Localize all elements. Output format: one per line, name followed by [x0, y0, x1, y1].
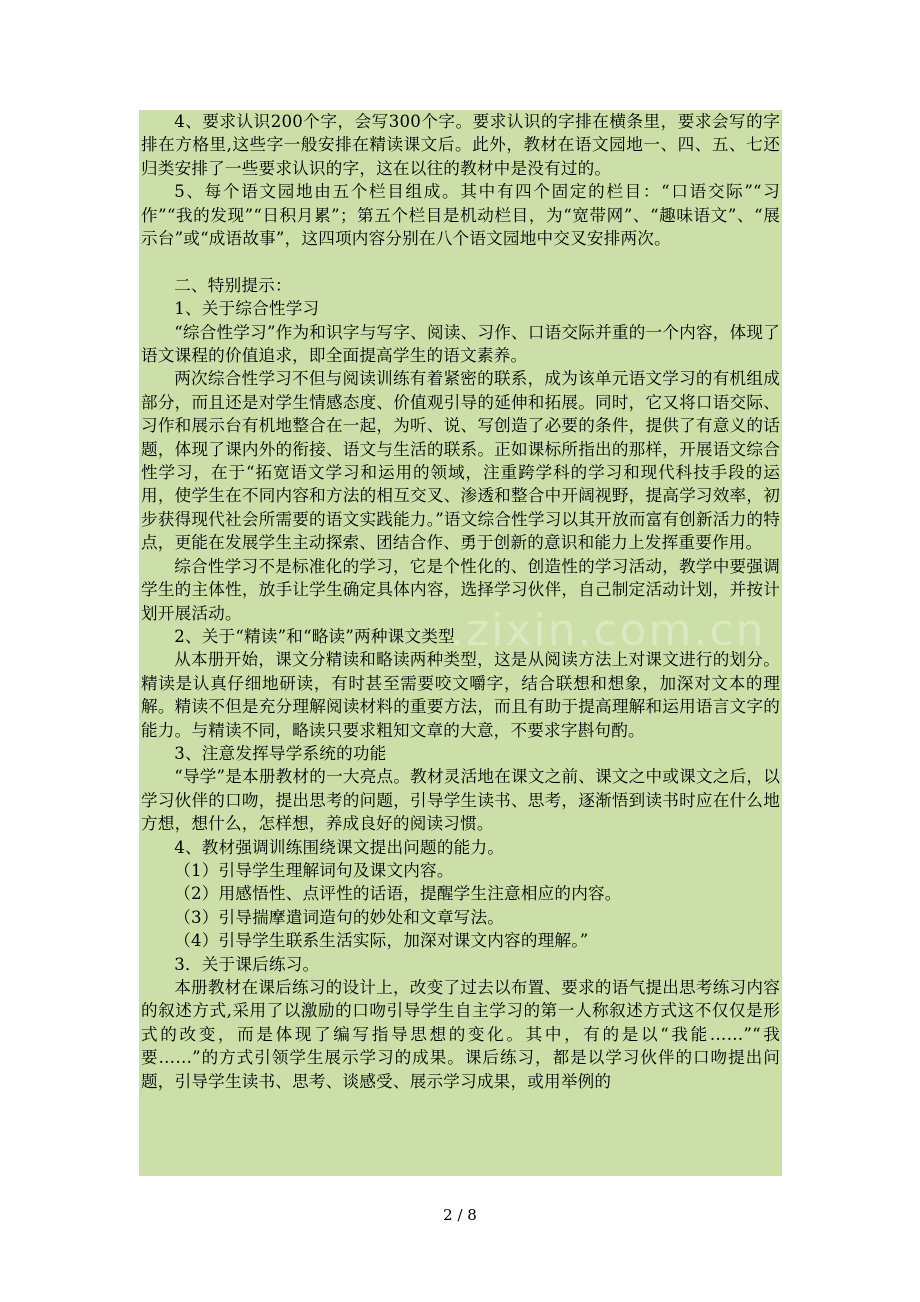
subheading-comprehensive-learning: 1、关于综合性学习	[174, 299, 320, 319]
subheading-question-training: 4、教材强调训练围绕课文提出问题的能力。	[174, 837, 505, 857]
list-item-3: （3）引导揣摩遣词造句的妙处和文章写法。	[174, 907, 505, 927]
list-item-2: （2）用感悟性、点评性的话语，提醒学生注意相应的内容。	[174, 884, 622, 904]
section-heading-special-tips: 二、特别提示：	[174, 275, 292, 295]
page-number: 2 / 8	[443, 1206, 477, 1224]
paragraph-comprehensive-learning-personal: 综合性学习不是标准化的学习，它是个性化的、创造性的学习活动，教学中要强调学生的主体性，放手让学生确定具体内容，选择学习伙伴，自己制定活动计划，并按计划开展活动。	[141, 556, 780, 623]
list-item-4: （4）引导学生联系生活实际，加深对课文内容的理解。”	[174, 931, 589, 951]
paragraph-after-class-exercises: 本册教材在课后练习的设计上，改变了过去以布置、要求的语气提出思考练习内容的叙述方式,采用了以激励的口吻引导学生自主学习的第一人称叙述方式这不仅仅是形式的改变，而是体现了编写指导思想的变化。其中，有的是以“我能……”“我要……”的方式引领学生展示学习的成果。课后练习，都是以学习伙伴的口吻提出问题，引导学生读书、思考、谈感受、展示学习成果，或用举例的	[141, 978, 780, 1091]
paragraph-comprehensive-learning-intro: “综合性学习”作为和识字与写字、阅读、习作、口语交际并重的一个内容，体现了语文课程的价值追求，即全面提高学生的语文素养。	[141, 322, 780, 366]
subheading-intensive-skim-reading: 2、关于“精读”和“略读”两种课文类型	[174, 626, 455, 646]
list-item-1: （1）引导学生理解词句及课文内容。	[174, 860, 454, 880]
paragraph-language-garden: 5、每个语文园地由五个栏目组成。其中有四个固定的栏目：“口语交际”“习作”“我的发现”“日积月累”；第五个栏目是机动栏目，为“宽带网”、“趣味语文”、“展示台”或“成语故事”，这四项内容分别在八个语文园地中交叉安排两次。	[141, 182, 780, 249]
paragraph-literacy-requirements: 4、要求认识200个字，会写300个字。要求认识的字排在横条里，要求会写的字排在方格里,这些字一般安排在精读课文后。此外，教材在语文园地一、四、五、七还归类安排了一些要求认识的字，这在以往的教材中是没有过的。	[141, 112, 780, 178]
subheading-after-class-exercises: 3．关于课后练习。	[174, 954, 320, 974]
watermark: .zixin.com.cn	[450, 605, 766, 656]
document-body	[139, 110, 782, 1176]
subheading-guided-learning: 3、注意发挥导学系统的功能	[174, 743, 387, 763]
blank-line	[141, 250, 780, 273]
paragraph-guided-learning: “导学”是本册教材的一大亮点。教材灵活地在课文之前、课文之中或课文之后，以学习伙伴的口吻，提出思考的问题，引导学生读书、思考，逐渐悟到读书时应在什么地方想，想什么，怎样想，养成良好的阅读习惯。	[141, 767, 780, 834]
paragraph-comprehensive-learning-detail: 两次综合性学习不但与阅读训练有着紧密的联系，成为该单元语文学习的有机组成部分，而且还是对学生情感态度、价值观引导的延伸和拓展。同时，它又将口语交际、习作和展示台有机地整合在一起，为听、说、写创造了必要的条件，提供了有意义的话题，体现了课内外的衔接、语文与生活的联系。正如课标所指出的那样，开展语文综合性学习，在于“拓宽语文学习和运用的领域，注重跨学科的学习和现代科技手段的运用，使学生在不同内容和方法的相互交叉、渗透和整合中开阔视野，提高学习效率，初步获得现代社会所需要的语文实践能力。”语文综合性学习以其开放而富有创新活力的特点，更能在发展学生主动探索、团结合作、勇于创新的意识和能力上发挥重要作用。	[141, 369, 780, 553]
paragraph-intensive-skim-reading: 从本册开始，课文分精读和略读两种类型，这是从阅读方法上对课文进行的划分。精读是认真仔细地研读，有时甚至需要咬文嚼字，结合联想和想象，加深对文本的理解。精读不但是充分理解阅读材料的重要方法，而且有助于提高理解和运用语言文字的能力。与精读不同，略读只要求粗知文章的大意，不要求字斟句酌。	[141, 650, 780, 740]
